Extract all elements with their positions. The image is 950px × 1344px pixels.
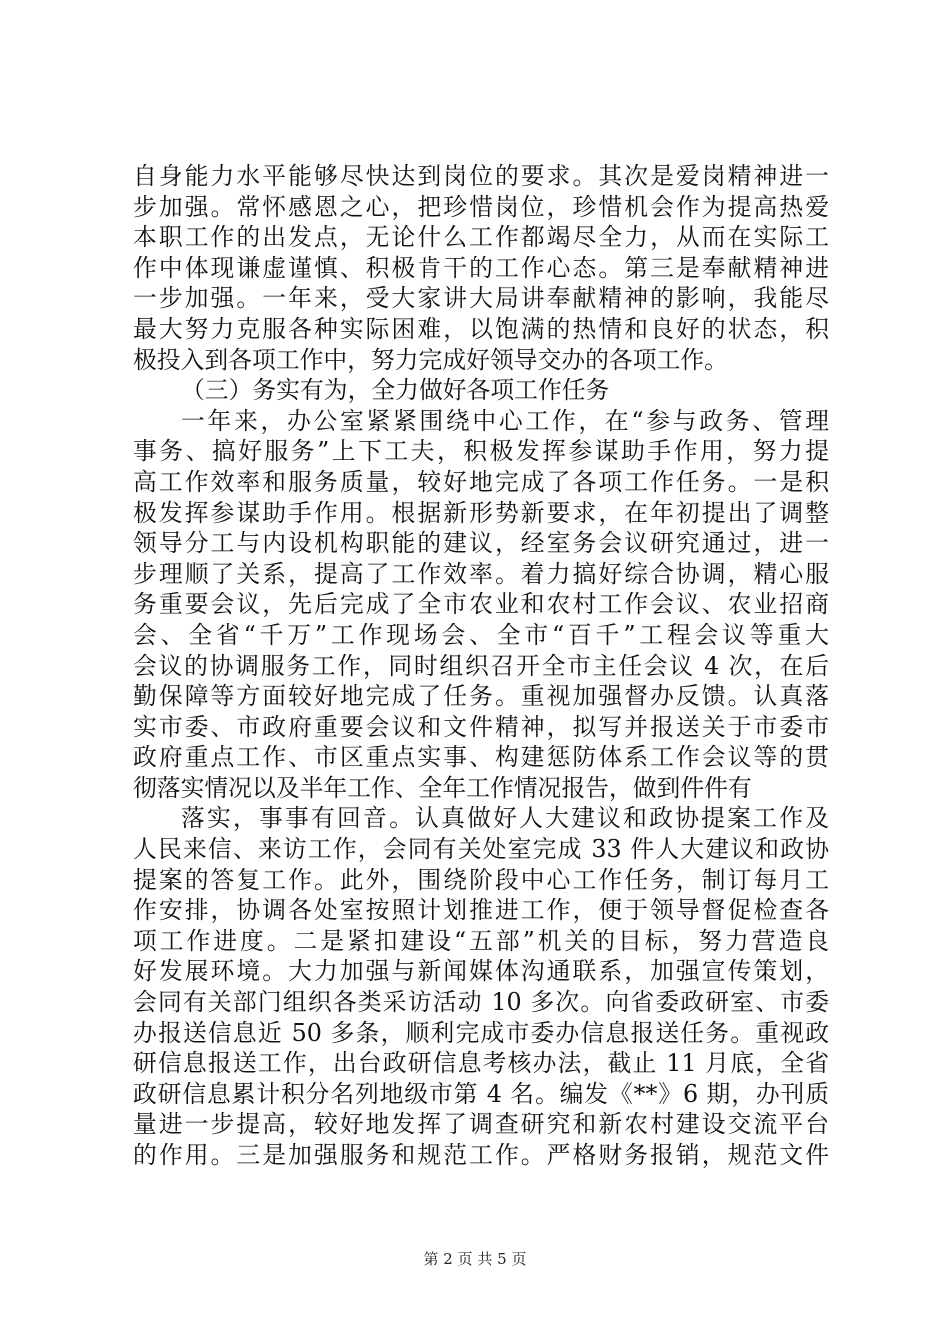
text-line: 极投入到各项工作中，努力完成好领导交办的各项工作。	[133, 345, 728, 374]
document-body	[133, 161, 829, 1171]
text-line: 人民来信、来访工作，会同有关处室完成 33 件人大建议和政协	[133, 835, 829, 864]
text-line: 领导分工与内设机构职能的建议，经室务会议研究通过，进一	[133, 529, 829, 558]
text-line: 落实，事事有回音。认真做好人大建议和政协提案工作及	[181, 804, 829, 833]
text-line: 作中体现谦虚谨慎、积极肯干的工作心态。第三是奉献精神进	[133, 253, 829, 282]
text-line: 务重要会议，先后完成了全市农业和农村工作会议、农业招商	[133, 590, 829, 619]
text-line: 步理顺了关系，提高了工作效率。着力搞好综合协调，精心服	[133, 559, 829, 588]
text-line: 提案的答复工作。此外，围绕阶段中心工作任务，制订每月工	[133, 865, 829, 894]
text-line: 办报送信息近 50 多条，顺利完成市委办信息报送任务。重视政	[133, 1018, 829, 1047]
text-line: 研信息报送工作，出台政研信息考核办法，截止 11 月底，全省	[133, 1049, 829, 1078]
text-line: 一年来，办公室紧紧围绕中心工作，在“参与政务、管理	[181, 406, 829, 435]
text-line: 量进一步提高，较好地发挥了调查研究和新农村建设交流平台	[133, 1110, 829, 1139]
text-line: 作安排，协调各处室按照计划推进工作，便于领导督促检查各	[133, 896, 829, 925]
text-line: 高工作效率和服务质量，较好地完成了各项工作任务。一是积	[133, 467, 829, 496]
text-line: 步加强。常怀感恩之心，把珍惜岗位，珍惜机会作为提高热爱	[133, 192, 829, 221]
text-line: 一步加强。一年来，受大家讲大局讲奉献精神的影响，我能尽	[133, 284, 829, 313]
text-line: 会、全省“千万”工作现场会、全市“百千”工程会议等重大	[133, 620, 829, 649]
text-line: 政府重点工作、市区重点实事、构建惩防体系工作会议等的贯	[133, 743, 829, 772]
text-line: 项工作进度。二是紧扣建设“五部”机关的目标，努力营造良	[133, 926, 829, 955]
text-line: 实市委、市政府重要会议和文件精神，拟写并报送关于市委市	[133, 712, 829, 741]
text-line: （三）务实有为，全力做好各项工作任务	[181, 376, 610, 405]
page-number: 第 2 页 共 5 页	[423, 1250, 527, 1268]
text-line: 自身能力水平能够尽快达到岗位的要求。其次是爱岗精神进一	[133, 162, 829, 190]
text-line: 本职工作的出发点，无论什么工作都竭尽全力，从而在实际工	[133, 223, 829, 252]
text-line: 事务、搞好服务”上下工夫，积极发挥参谋助手作用，努力提	[133, 437, 829, 466]
text-line: 勤保障等方面较好地完成了任务。重视加强督办反馈。认真落	[133, 682, 829, 711]
text-line: 极发挥参谋助手作用。根据新形势新要求，在年初提出了调整	[133, 498, 829, 527]
text-line: 政研信息累计积分名列地级市第 4 名。编发《**》6 期，办刊质	[133, 1079, 829, 1108]
text-line: 的作用。三是加强服务和规范工作。严格财务报销，规范文件	[133, 1141, 829, 1169]
text-line: 会议的协调服务工作，同时组织召开全市主任会议 4 次，在后	[133, 651, 829, 680]
text-line: 最大努力克服各种实际困难，以饱满的热情和良好的状态，积	[133, 314, 829, 343]
text-line: 会同有关部门组织各类采访活动 10 多次。向省委政研室、市委	[133, 988, 829, 1017]
text-line: 好发展环境。大力加强与新闻媒体沟通联系，加强宣传策划，	[133, 957, 829, 986]
text-line: 彻落实情况以及半年工作、全年工作情况报告，做到件件有	[133, 773, 752, 802]
